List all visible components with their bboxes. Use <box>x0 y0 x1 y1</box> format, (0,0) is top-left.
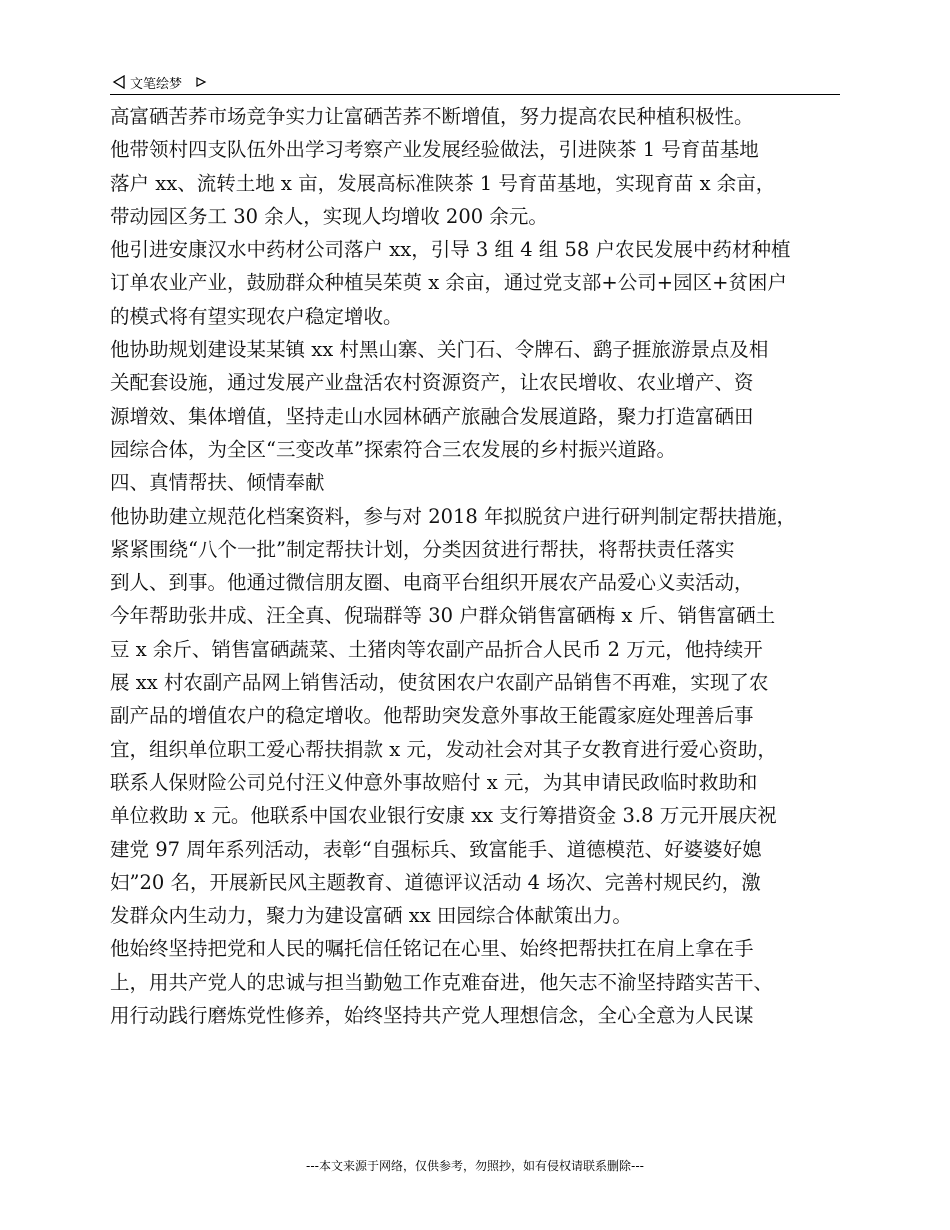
left-triangle-icon <box>112 75 126 94</box>
text-line: 宜，组织单位职工爱心帮扶捐款 x 元，发动社会对其子女教育进行爱心资助， <box>110 737 777 761</box>
text-line: 紧紧围绕“八个一批”制定帮扶计划，分类因贫进行帮扶，将帮扶责任落实 <box>110 537 735 561</box>
text-line: 的模式将有望实现农户稳定增收。 <box>110 304 403 328</box>
text-line: 他协助建立规范化档案资料，参与对 2018 年拟脱贫户进行研判制定帮扶措施， <box>110 504 797 528</box>
text-line: 订单农业产业，鼓励群众种植吴茱萸 x 余亩，通过党支部+公司+园区+贫困户 <box>110 271 787 295</box>
text-line: 展 xx 村农副产品网上销售活动，使贫困农户农副产品销售不再难，实现了农 <box>110 671 769 695</box>
text-line: 他始终坚持把党和人民的嘱托信任铭记在心里、始终把帮扶扛在肩上拿在手 <box>110 937 754 961</box>
text-line: 今年帮助张井成、汪全真、倪瑞群等 30 户群众销售富硒梅 x 斤、销售富硒土 <box>110 604 776 628</box>
text-line: 副产品的增值农户的稳定增收。他帮助突发意外事故王能霞家庭处理善后事 <box>110 704 754 728</box>
right-triangle-icon <box>195 75 207 93</box>
text-line: 用行动践行磨炼党性修养，始终坚持共产党人理想信念，全心全意为人民谋 <box>110 1004 754 1028</box>
footer-notice: ---本文来源于网络，仅供参考，勿照抄，如有侵权请联系删除--- <box>306 1159 644 1173</box>
text-line: 豆 x 余斤、销售富硒蔬菜、土猪肉等农副产品折合人民币 2 万元，他持续开 <box>110 637 763 661</box>
text-line: 四、真情帮扶、倾情奉献 <box>110 471 325 495</box>
text-line: 落户 xx、流转土地 x 亩，发展高标准陕茶 1 号育苗基地，实现育苗 x 余亩， <box>110 171 776 195</box>
text-line: 关配套设施，通过发展产业盘活农村资源资产，让农民增收、农业增产、资 <box>110 371 754 395</box>
page-header <box>110 72 840 95</box>
text-line: 他引进安康汉水中药材公司落户 xx，引导 3 组 4 组 58 户农民发展中药材种植 <box>110 238 791 262</box>
text-line: 带动园区务工 30 余人，实现人均增收 200 余元。 <box>110 204 548 228</box>
text-line: 建党 97 周年系列活动，表彰“自强标兵、致富能手、道德模范、好婆婆好媳 <box>110 837 762 861</box>
text-line: 妇”20 名，开展新民风主题教育、道德评议活动 4 场次、完善村规民约，激 <box>110 870 761 894</box>
text-line: 他协助规划建设某某镇 xx 村黑山寨、关门石、令牌石、鹞子捱旅游景点及相 <box>110 338 769 362</box>
document-body <box>110 100 845 1032</box>
header-brand: 文笔绘梦 <box>130 77 183 92</box>
text-line: 源增效、集体增值，坚持走山水园林硒产旅融合发展道路，聚力打造富硒田 <box>110 404 754 428</box>
text-line: 高富硒苦荞市场竞争实力让富硒苦荞不断增值，努力提高农民种植积极性。 <box>110 105 754 128</box>
text-line: 园综合体，为全区“三变改革”探索符合三农发展的乡村振兴道路。 <box>110 437 676 461</box>
text-line: 联系人保财险公司兑付汪义仲意外事故赔付 x 元，为其申请民政临时救助和 <box>110 770 758 794</box>
text-line: 上，用共产党人的忠诚与担当勤勉工作克难奋进，他矢志不渝坚持踏实苦干、 <box>110 970 774 994</box>
text-line: 发群众内生动力，聚力为建设富硒 xx 田园综合体献策出力。 <box>110 904 632 928</box>
text-line: 他带领村四支队伍外出学习考察产业发展经验做法，引进陕茶 1 号育苗基地 <box>110 138 759 162</box>
text-line: 到人、到事。他通过微信朋友圈、电商平台组织开展农产品爱心义卖活动， <box>110 571 754 595</box>
text-line: 单位救助 x 元。他联系中国农业银行安康 xx 支行筹措资金 3.8 万元开展庆祝 <box>110 804 777 828</box>
